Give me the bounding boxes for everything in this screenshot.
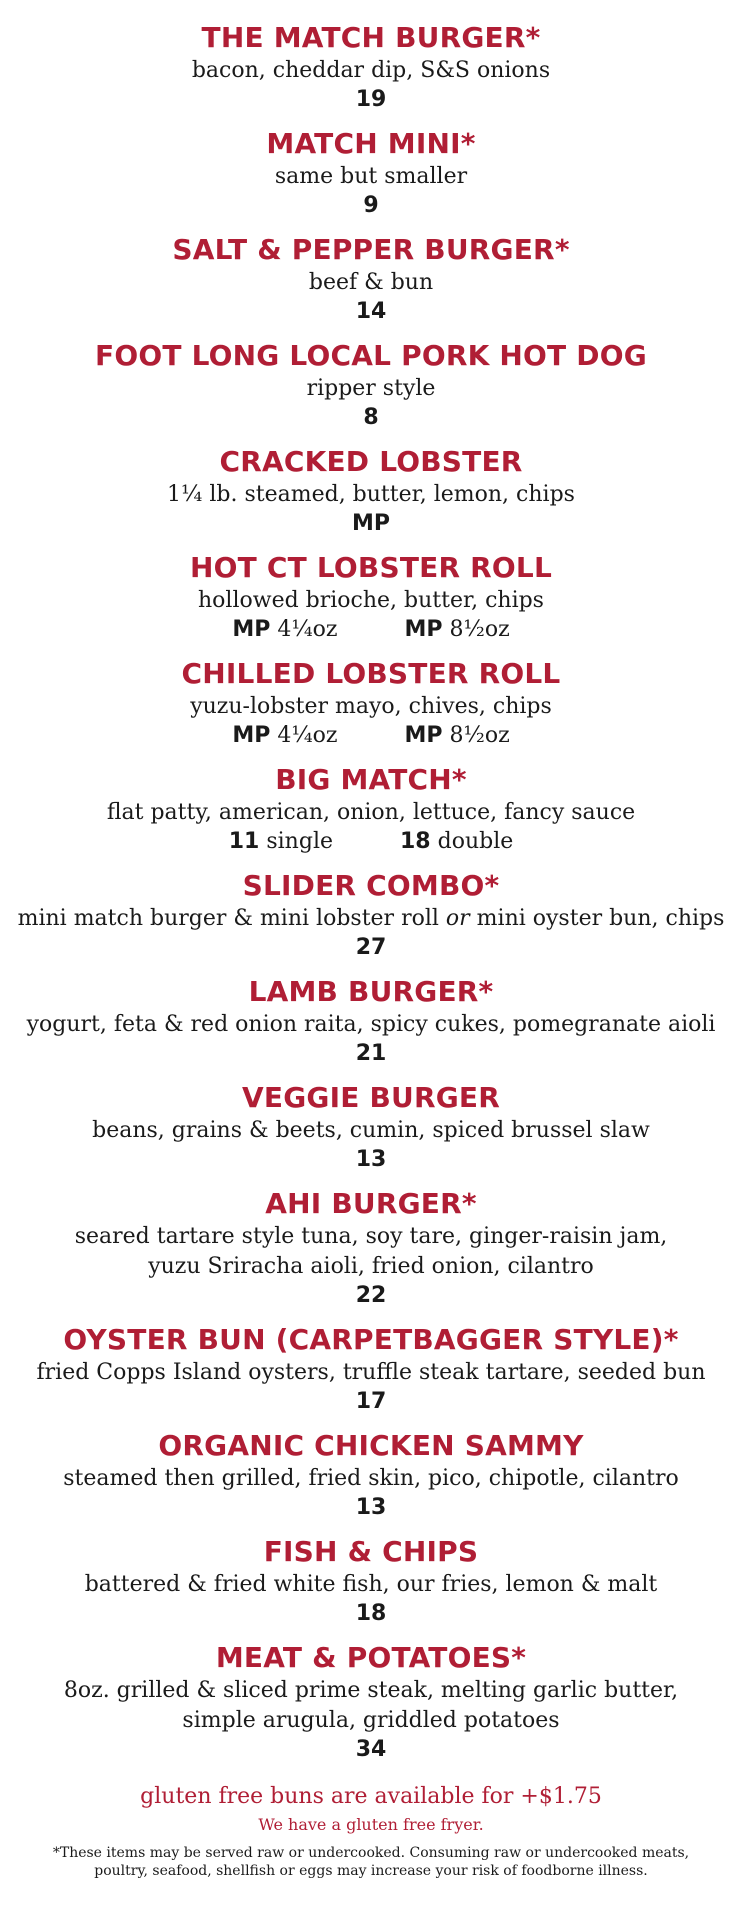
item-description: battered & fried white fish, our fries, lemon & malt (84, 1572, 658, 1597)
item-price: 14 (355, 299, 387, 324)
item-name: THE MATCH BURGER* (201, 21, 541, 54)
item-description: yogurt, feta & red onion raita, spicy cukes, pomegranate aioli (26, 1012, 716, 1037)
menu-item (0, 444, 742, 538)
price-option (400, 828, 513, 856)
menu-item (0, 126, 742, 220)
item-price: 13 (355, 1147, 387, 1172)
item-price: 22 (355, 1283, 387, 1308)
menu-item (0, 1428, 742, 1522)
item-price: 21 (355, 1041, 387, 1066)
item-price: 17 (355, 1389, 387, 1414)
price-option (232, 616, 337, 644)
item-size: single (266, 829, 333, 854)
item-price: 8 (363, 405, 379, 430)
menu-item (0, 762, 742, 856)
item-price-row (0, 1736, 742, 1764)
disclaimer-line: poultry, seafood, shellfish or eggs may increase your risk of foodborne illness. (94, 1863, 648, 1879)
item-name: ORGANIC CHICKEN SAMMY (158, 1429, 584, 1462)
menu-item (0, 1186, 742, 1310)
menu-item (0, 1080, 742, 1174)
item-price: MP (351, 511, 391, 536)
gluten-free-fryer-note: We have a gluten free fryer. (258, 1815, 484, 1834)
item-name: SLIDER COMBO* (242, 869, 500, 902)
item-description: steamed then grilled, fried skin, pico, chipotle, cilantro (63, 1466, 679, 1491)
menu-item (0, 1640, 742, 1764)
item-name: AHI BURGER* (265, 1187, 477, 1220)
item-price: 34 (355, 1737, 387, 1762)
item-description: same but smaller (274, 164, 468, 189)
raw-food-disclaimer (0, 1844, 742, 1880)
item-price-row (0, 1388, 742, 1416)
item-name: HOT CT LOBSTER ROLL (189, 551, 553, 584)
menu-item (0, 20, 742, 114)
item-description: fried Copps Island oysters, truffle steak tartare, seeded bun (36, 1360, 706, 1385)
menu-item (0, 1322, 742, 1416)
item-name: VEGGIE BURGER (242, 1081, 500, 1114)
item-description-line: yuzu Sriracha aioli, fried onion, cilantro (148, 1254, 594, 1279)
item-description: yuzu-lobster mayo, chives, chips (190, 694, 552, 719)
item-name: CRACKED LOBSTER (219, 445, 523, 478)
price-option (232, 722, 337, 750)
item-description: hollowed brioche, butter, chips (198, 588, 544, 613)
price-option (229, 828, 333, 856)
item-price-row (0, 722, 742, 750)
item-name: MEAT & POTATOES* (215, 1641, 527, 1674)
item-description-part: mini match burger & mini lobster roll (17, 906, 446, 931)
item-price: 18 (355, 1601, 387, 1626)
item-price: 11 (228, 829, 260, 854)
item-description: flat patty, american, onion, lettuce, fancy sauce (106, 800, 636, 825)
item-description-part: mini oyster bun, chips (469, 906, 725, 931)
item-price: MP (404, 723, 443, 748)
item-price-row (0, 404, 742, 432)
item-description: ripper style (306, 376, 436, 401)
item-description: beef & bun (308, 270, 434, 295)
item-price: 27 (355, 935, 387, 960)
disclaimer-line: *These items may be served raw or undercooked. Consuming raw or undercooked meats, (52, 1845, 690, 1861)
item-description-line: simple arugula, griddled potatoes (182, 1708, 560, 1733)
menu-item (0, 868, 742, 962)
item-price: MP (404, 617, 443, 642)
item-name: OYSTER BUN (CARPETBAGGER STYLE)* (63, 1323, 679, 1356)
item-name: BIG MATCH* (275, 763, 467, 796)
item-price-row (0, 934, 742, 962)
price-option (405, 722, 510, 750)
item-name: FISH & CHIPS (263, 1535, 479, 1568)
item-size: 8½oz (449, 723, 510, 748)
item-price-row (0, 1040, 742, 1068)
item-price-row (0, 86, 742, 114)
menu-item (0, 550, 742, 644)
item-price-row (0, 1282, 742, 1310)
item-description-line: seared tartare style tuna, soy tare, ginger-raisin jam, (74, 1224, 668, 1249)
price-option (405, 616, 510, 644)
item-price: MP (232, 723, 271, 748)
item-price-row (0, 616, 742, 644)
item-size: 8½oz (449, 617, 510, 642)
item-description: 1¼ lb. steamed, butter, lemon, chips (167, 482, 575, 507)
item-price: 19 (355, 87, 387, 112)
item-size: double (437, 829, 514, 854)
item-description: beans, grains & beets, cumin, spiced brussel slaw (92, 1118, 650, 1143)
item-name: SALT & PEPPER BURGER* (172, 233, 570, 266)
item-size: 4¼oz (277, 723, 338, 748)
item-description-or: or (445, 906, 470, 931)
item-name: FOOT LONG LOCAL PORK HOT DOG (95, 339, 647, 372)
gluten-free-buns-note: gluten free buns are available for +$1.75 (140, 1784, 602, 1809)
item-name: CHILLED LOBSTER ROLL (181, 657, 561, 690)
menu-item (0, 656, 742, 750)
item-price: 13 (355, 1495, 387, 1520)
item-price-row (0, 298, 742, 326)
menu-item (0, 232, 742, 326)
item-name: MATCH MINI* (266, 127, 476, 160)
item-price-row (0, 192, 742, 220)
item-description-line: 8oz. grilled & sliced prime steak, melting garlic butter, (63, 1678, 679, 1703)
item-name: LAMB BURGER* (248, 975, 494, 1008)
item-description (0, 904, 742, 934)
item-price: 18 (400, 829, 431, 854)
item-price-row (0, 1600, 742, 1628)
menu-item (0, 338, 742, 432)
item-price: MP (232, 617, 271, 642)
item-price-row (0, 510, 742, 538)
item-description: bacon, cheddar dip, S&S onions (191, 58, 551, 83)
item-price-row (0, 1146, 742, 1174)
item-price-row (0, 1494, 742, 1522)
item-size: 4¼oz (277, 617, 338, 642)
menu-item (0, 1534, 742, 1628)
item-price: 9 (363, 193, 379, 218)
menu-item (0, 974, 742, 1068)
menu-footer (0, 1782, 742, 1880)
item-price-row (0, 828, 742, 856)
